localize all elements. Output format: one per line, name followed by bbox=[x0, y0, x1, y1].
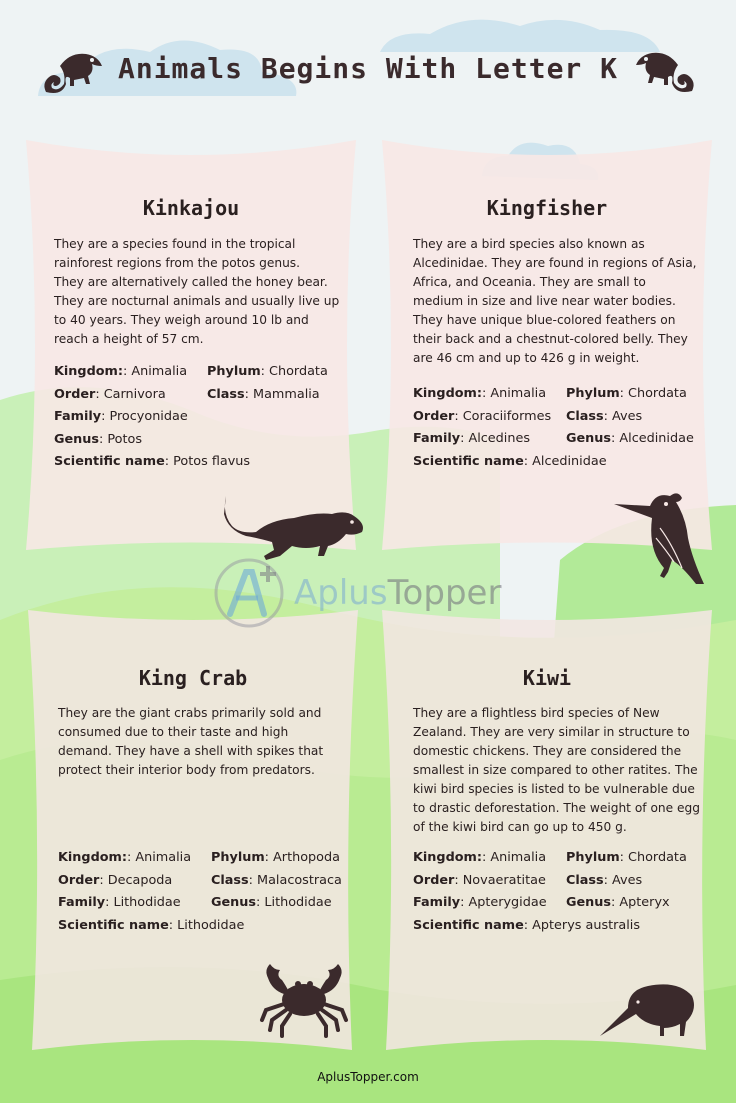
card-description bbox=[413, 235, 698, 368]
scientific-name-label: Scientific name bbox=[413, 917, 524, 933]
description-paragraph: They are a bird species also known as Alcedinidae. They are found in regions of Asia, Africa, and Oceania. They are small to medium in size and live near water bodies. They have unique blue-colored feathers on their back and a chestnut-colored belly. They are 46 cm and up to 426 g in weight. bbox=[413, 237, 697, 365]
phylum-label: Phylum bbox=[566, 386, 620, 401]
kingdom-label: Kingdom: bbox=[58, 850, 127, 865]
family-value: : Procyonidae bbox=[101, 409, 188, 424]
family-value: : Alcedines bbox=[460, 431, 531, 446]
class-label: Class bbox=[207, 386, 245, 402]
kingdom-value: : Animalia bbox=[126, 850, 192, 865]
order-label: Order bbox=[413, 872, 455, 888]
scientific-name-label: Scientific name bbox=[54, 454, 165, 469]
class-value: : Aves bbox=[603, 872, 643, 888]
genus-label: Genus bbox=[566, 895, 612, 910]
class-value: : Aves bbox=[603, 408, 643, 424]
family-label: Family bbox=[413, 895, 461, 910]
order-label: Order bbox=[58, 872, 100, 888]
card-title: Kiwi bbox=[522, 666, 572, 690]
card-description bbox=[58, 704, 343, 780]
order-value: : Novaeratitae bbox=[454, 872, 546, 888]
family-value: : Apterygidae bbox=[460, 895, 547, 910]
animal-card-kinkajou bbox=[20, 140, 362, 550]
family-label: Family bbox=[54, 409, 102, 424]
chameleon-icon bbox=[632, 42, 698, 100]
kingdom-value: : Animalia bbox=[481, 386, 547, 401]
scientific-name-label: Scientific name bbox=[413, 453, 524, 469]
kingdom-value: : Animalia bbox=[122, 364, 188, 379]
taxonomy-list bbox=[413, 383, 694, 473]
taxonomy-list bbox=[54, 361, 328, 474]
genus-value: : Alcedinidae bbox=[611, 431, 694, 446]
class-label: Class bbox=[566, 408, 604, 424]
phylum-value: : Chordata bbox=[260, 364, 328, 379]
phylum-label: Phylum bbox=[211, 850, 265, 865]
card-description bbox=[54, 235, 344, 349]
class-label: Class bbox=[566, 872, 604, 888]
genus-value: : Potos bbox=[99, 431, 143, 447]
kingfisher-icon bbox=[612, 488, 708, 588]
description-paragraph: They are a flightless bird species of New Zealand. They are very similar in structure to domestic chickens. They are considered the smallest in size compared to other ratites. The kiwi bird species is listed to be vulnerable due to drastic deforestation. The weight of one egg of the kiwi bird can go up to 450 g. bbox=[413, 706, 700, 834]
watermark-text bbox=[294, 573, 501, 613]
description-paragraph: They are a species found in the tropical rainforest regions from the potos genus. bbox=[54, 237, 301, 270]
scientific-name-value: : Apterys australis bbox=[523, 917, 641, 933]
card-title: Kinkajou bbox=[142, 196, 240, 220]
description-paragraph: They are the giant crabs primarily sold and consumed due to their taste and high demand. They have a shell with spikes that protect their interior body from predators. bbox=[58, 706, 324, 777]
kingdom-label: Kingdom: bbox=[54, 364, 123, 379]
watermark-suffix: Topper bbox=[387, 573, 502, 613]
aplus-logo-icon bbox=[212, 556, 286, 630]
scientific-name-value: : Lithodidae bbox=[168, 917, 245, 933]
family-label: Family bbox=[413, 431, 461, 446]
genus-label: Genus bbox=[211, 895, 257, 910]
footer-credit: AplusTopper.com bbox=[317, 1070, 419, 1084]
taxonomy-list bbox=[58, 847, 342, 937]
order-value: : Decapoda bbox=[99, 872, 173, 888]
kiwi-icon bbox=[598, 980, 702, 1040]
card-description bbox=[413, 704, 703, 837]
genus-label: Genus bbox=[54, 431, 100, 447]
family-label: Family bbox=[58, 895, 106, 910]
kingdom-value: : Animalia bbox=[481, 850, 547, 865]
watermark-prefix: Aplus bbox=[294, 573, 388, 613]
card-title: Kingfisher bbox=[486, 196, 608, 220]
scientific-name-value: : Potos flavus bbox=[164, 454, 251, 469]
chameleon-icon bbox=[40, 44, 106, 100]
class-value: : Malacostraca bbox=[248, 872, 342, 888]
phylum-value: : Arthopoda bbox=[264, 850, 340, 865]
phylum-value: : Chordata bbox=[619, 850, 687, 865]
phylum-label: Phylum bbox=[207, 364, 261, 379]
scientific-name-value: : Alcedinidae bbox=[523, 453, 607, 469]
genus-value: : Apteryx bbox=[611, 895, 670, 910]
order-value: : Coraciiformes bbox=[454, 408, 552, 424]
class-label: Class bbox=[211, 872, 249, 888]
phylum-label: Phylum bbox=[566, 850, 620, 865]
scientific-name-label: Scientific name bbox=[58, 917, 169, 933]
page-title: Animals Begins With Letter K bbox=[117, 52, 618, 85]
order-label: Order bbox=[54, 386, 96, 402]
kinkajou-icon bbox=[220, 494, 368, 566]
crab-icon bbox=[258, 960, 350, 1040]
card-title: King Crab bbox=[138, 666, 248, 690]
order-value: : Carnivora bbox=[95, 386, 166, 402]
description-paragraph: They are alternatively called the honey bear. They are nocturnal animals and usually live up to 40 years. They weigh around 10 lb and reach a height of 57 cm. bbox=[54, 275, 340, 346]
genus-label: Genus bbox=[566, 431, 612, 446]
family-value: : Lithodidae bbox=[105, 895, 181, 910]
kingdom-label: Kingdom: bbox=[413, 386, 482, 401]
class-value: : Mammalia bbox=[244, 386, 320, 402]
order-label: Order bbox=[413, 408, 455, 424]
phylum-value: : Chordata bbox=[619, 386, 687, 401]
genus-value: : Lithodidae bbox=[256, 895, 332, 910]
kingdom-label: Kingdom: bbox=[413, 850, 482, 865]
taxonomy-list bbox=[413, 847, 687, 937]
